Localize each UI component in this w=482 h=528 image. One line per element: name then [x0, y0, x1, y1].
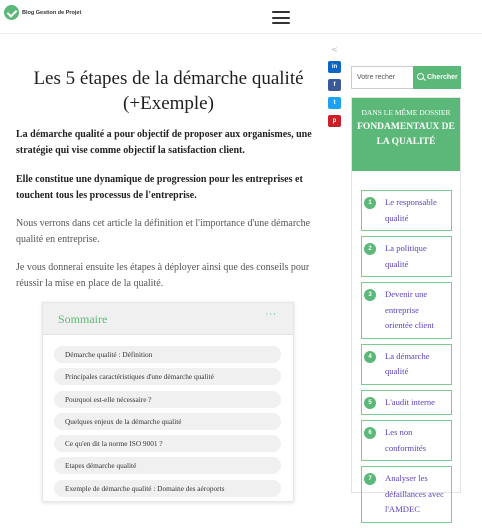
dossier-item-number: 3 — [364, 289, 376, 301]
toc-item[interactable]: Exemple de démarche qualité : Domaine des aéroports — [54, 480, 281, 497]
toc-item[interactable]: Etapes démarche qualité — [54, 457, 281, 474]
toc-header[interactable] — [43, 303, 293, 335]
share-bar — [328, 45, 341, 127]
dossier-item-label: Les non conformités — [385, 427, 427, 453]
facebook-share-button[interactable]: f — [328, 79, 341, 91]
dossier-item-label: Analyser les défaillances avec l'AMDEC — [385, 473, 444, 514]
dossier-list — [361, 190, 452, 528]
dossier-item[interactable] — [361, 236, 452, 277]
toc-item[interactable]: Principales caractéristiques d'une démarche qualité — [54, 368, 281, 385]
article-title: Les 5 étapes de la démarche qualité (+Exemple) — [33, 68, 304, 114]
intro-paragraph-1: La démarche qualité a pour objectif de proposer aux organismes, une stratégie qui vise comme objectif la satisfaction client. — [16, 129, 312, 156]
toc-item[interactable]: Pourquoi est-elle nécessaire ? — [54, 391, 281, 408]
toc-list — [54, 346, 281, 502]
dossier-item-number: 4 — [364, 351, 376, 363]
toc-item[interactable]: Ce qu'en dit la norme ISO 9001 ? — [54, 435, 281, 452]
dossier-item-number: 2 — [364, 243, 376, 255]
table-of-contents — [42, 302, 294, 502]
body-paragraph-1: Nous verrons dans cet article la définition et l'importance d'une démarche qualité en entreprise. — [16, 218, 311, 245]
dossier-item-number: 7 — [364, 473, 376, 485]
dossier-item-label: La politique qualité — [385, 243, 427, 269]
dossier-item-label: La démarche qualité — [385, 350, 430, 376]
site-logo[interactable] — [4, 5, 81, 20]
dossier-item[interactable] — [361, 282, 452, 339]
dossier-item-number: 5 — [364, 397, 376, 409]
dossier-subtitle: DANS LE MÊME DOSSIER — [361, 108, 451, 117]
dossier-item[interactable] — [361, 466, 452, 523]
dossier-title: FONDAMENTAUX DE LA QUALITÉ — [357, 122, 455, 147]
top-bar — [0, 0, 482, 34]
dossier-item-label: L'audit interne — [385, 396, 435, 407]
related-dossier-widget — [351, 97, 461, 514]
logo-check-icon — [4, 5, 19, 20]
dossier-item[interactable] — [361, 420, 452, 461]
dossier-item[interactable] — [361, 344, 452, 385]
search-icon — [417, 73, 424, 80]
dossier-item-label: Le responsable qualité — [385, 197, 437, 223]
dossier-item-number: 1 — [364, 197, 376, 209]
linkedin-share-button[interactable]: in — [328, 61, 341, 73]
dossier-item-label: Devenir une entreprise orientée client — [385, 289, 434, 330]
body-paragraph-2: Je vous donnerai ensuite les étapes à déployer ainsi que des conseils pour réussir la mise en place de la qualité. — [16, 262, 310, 289]
toc-toggle-icon[interactable]: ··· — [265, 310, 277, 320]
share-icon: < — [331, 45, 338, 54]
search-button-label: Chercher — [427, 74, 458, 81]
hamburger-menu-icon[interactable] — [272, 11, 290, 24]
dossier-header — [352, 98, 460, 171]
toc-item[interactable]: Quelques enjeux de la démarche qualité — [54, 413, 281, 430]
logo-text: Blog Gestion de Projet — [22, 9, 82, 16]
dossier-item[interactable] — [361, 390, 452, 416]
dossier-item-number: 6 — [364, 427, 376, 439]
search-input[interactable]: Votre recher — [351, 66, 413, 89]
pinterest-share-button[interactable]: p — [328, 115, 341, 127]
toc-item[interactable]: Démarche qualité : Définition — [54, 346, 281, 363]
toc-title: Sommaire — [58, 312, 108, 326]
dossier-item[interactable] — [361, 190, 452, 231]
twitter-share-button[interactable]: t — [328, 97, 341, 109]
search-button[interactable] — [413, 66, 461, 89]
intro-paragraph-2: Elle constitue une dynamique de progression pour les entreprises et touchent tous les processus de l'entreprise. — [16, 174, 303, 201]
